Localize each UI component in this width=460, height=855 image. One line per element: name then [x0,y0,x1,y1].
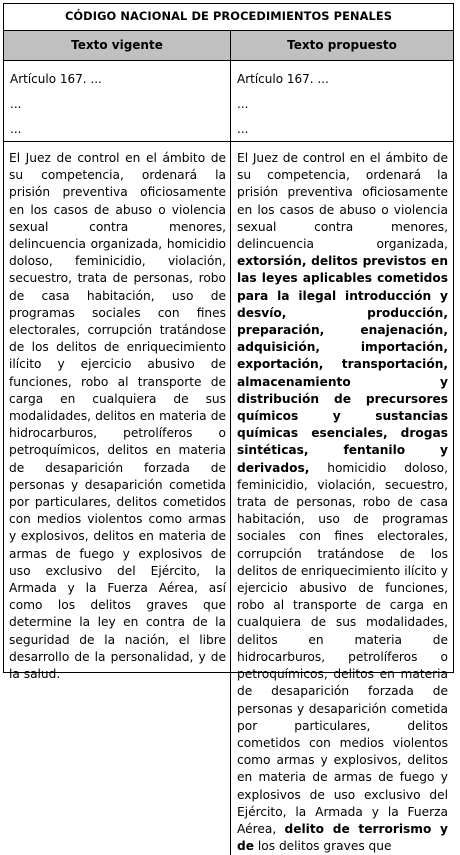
paragraph-proposed [237,150,448,855]
article-number: Artículo 167. ... [10,72,102,86]
text-segment: El Juez de control en el ámbito de su competencia, ordenará la prisión preventiva oficiosamente en los casos de abuso o violencia sexual contra menores, delincuencia organizada, [237,151,448,252]
article-number: Artículo 167. ... [237,72,329,86]
paragraph-current: El Juez de control en el ámbito de su competencia, ordenará la prisión preventiva oficiosamente en los casos de abuso o violencia sexual contra menores, delincuencia organizada, homicidio doloso, feminicidio, violación, secuestro, trata de personas, robo de casa habitación, uso de programas sociales con fines electorales, corrupción tratándose de los delitos de enriquecimiento ilícito y ejercicio abusivo de funciones, robo al transporte de carga en cualquiera de sus modalidades, delitos en materia de hidrocarburos, petrolíferos o petroquímicos, delitos en materia de desaparición forzada de personas y desaparición cometida por particulares, delitos cometidos con medios violentos como armas y explosivos, delitos en materia de armas de fuego y explosivos de uso exclusivo del Ejército, la Armada y la Fuerza Aérea, así como los delitos graves que determine la ley en contra de la seguridad de la nación, el libre desarrollo de la personalidad, y de la salud. [9,151,226,682]
table-title: CÓDIGO NACIONAL DE PROCEDIMIENTOS PENALES [4,4,453,31]
column-header-current: Texto vigente [4,31,230,61]
added-text-bold: delito de terrorismo y de [237,821,448,854]
ellipsis-line: ... [10,122,22,136]
article-intro-current [4,61,230,142]
column-header-proposed: Texto propuesto [231,31,453,61]
ellipsis-line: ... [10,97,22,111]
text-segment: homicidio doloso, feminicidio, violación, secuestro, trata de personas, robo de casa habitación, uso de programas sociales con fines electorales, corrupción tratándose de los delitos de enriquecimiento ilícito y ejercicio abusivo de funciones, robo al transporte de carga en cualquiera de sus modalidades, delitos en materia de hidrocarburos, petrolíferos o petroquímicos, delitos en materia de desaparición forzada de personas y desaparición cometida por particulares, delitos cometidos con medios violentos como armas y explosivos, delitos en materia de armas de fuego y explosivos de uso exclusivo del Ejército, la Armada y la Fuerza Aérea, [237,460,448,836]
ellipsis-line: ... [237,122,249,136]
ellipsis-line: ... [237,97,249,111]
text-segment: los delitos graves que [254,839,392,854]
comparison-table [3,3,454,854]
added-text-bold: extorsión, delitos previstos en las leyes aplicables cometidos para la ilegal introducción y desvío, producción, preparación, enajenación, adquisición, importación, exportación, transportación, almacenamiento y distribución de precursores químicos y sustancias químicas esenciales, drogas sintéticas, fentanilo y derivados, [237,254,448,475]
table-columns [4,31,453,855]
column-proposed-text [231,31,453,855]
article-body-proposed [231,142,453,855]
column-current-text [4,31,231,855]
article-intro-proposed [231,61,453,142]
article-body-current [4,142,230,683]
